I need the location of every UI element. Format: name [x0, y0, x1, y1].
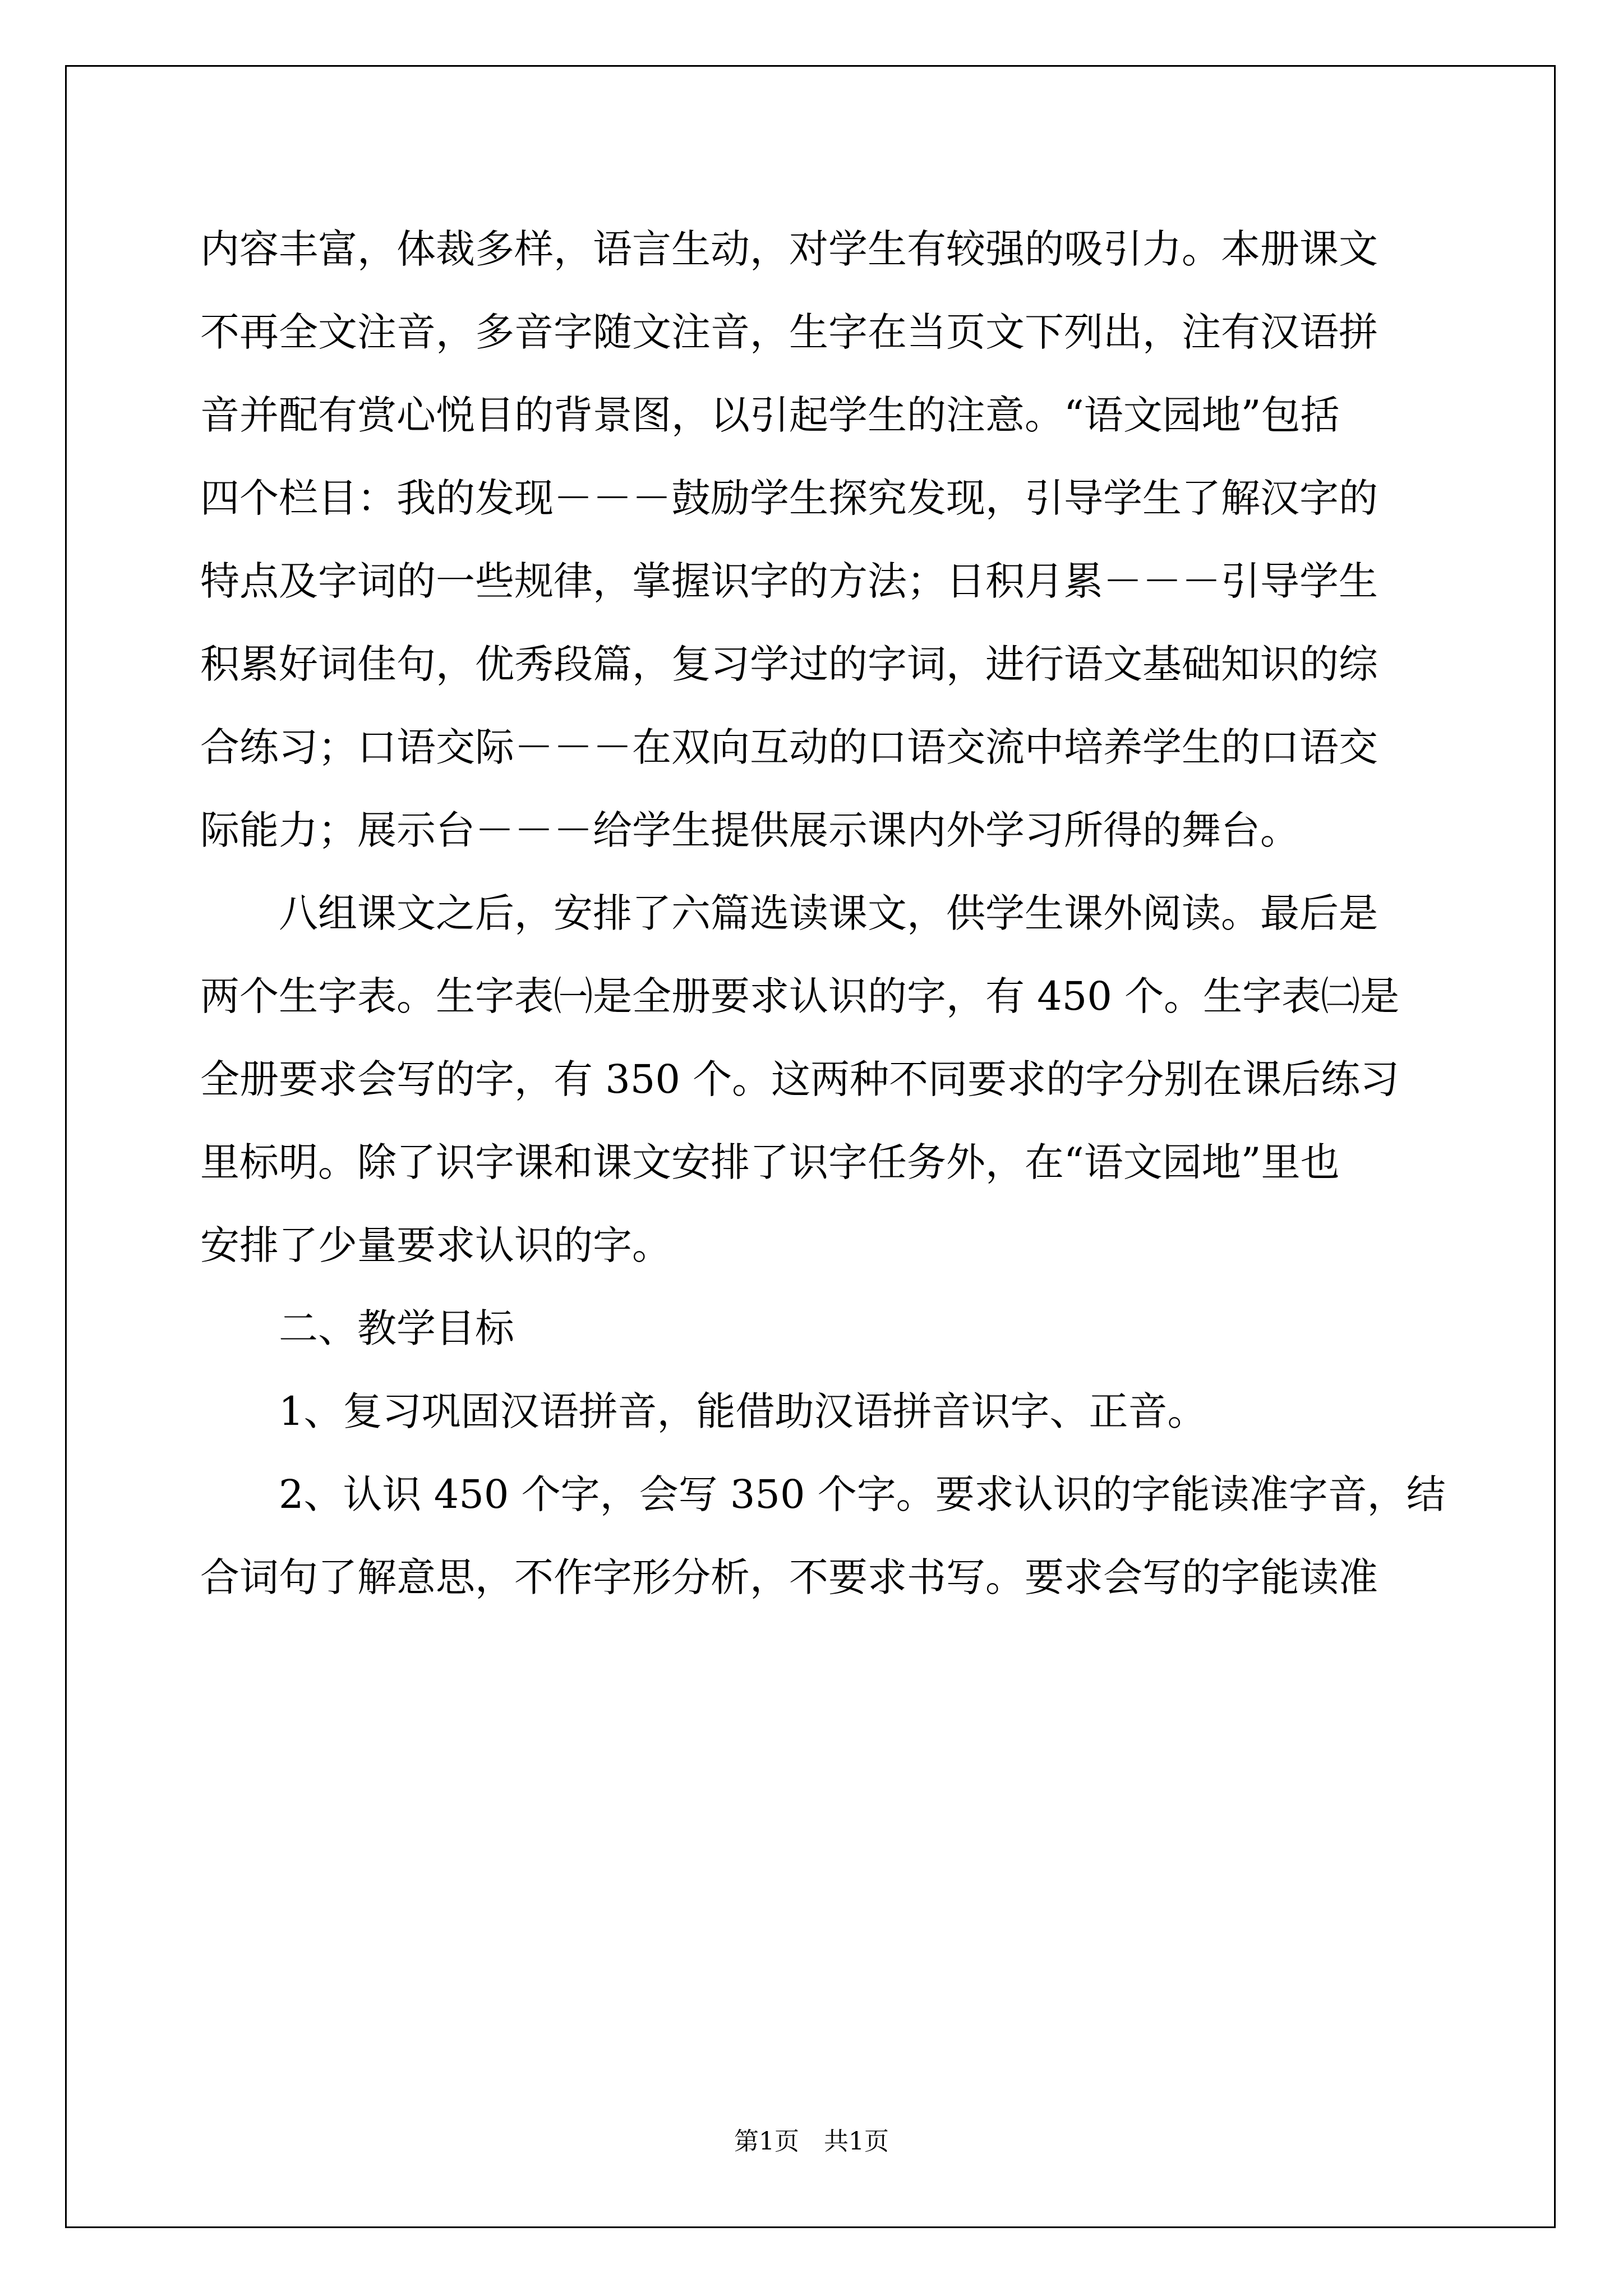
text-line: 不再全文注音，多音字随文注音，生字在当页文下列出，注有汉语拼	[200, 309, 1378, 355]
page-number-footer: 第1页 共1页	[734, 2127, 889, 2156]
text-line: 特点及字词的一些规律，掌握识字的方法；日积月累－－－引导学生	[200, 558, 1378, 604]
text-line: 合练习；口语交际－－－在双向互动的口语交流中培养学生的口语交	[200, 724, 1378, 770]
text-line: 安排了少量要求认识的字。	[200, 1222, 671, 1268]
text-line: 八组课文之后，安排了六篇选读课文，供学生课外阅读。最后是	[200, 890, 1378, 936]
text-line: 积累好词佳句，优秀段篇，复习学过的字词，进行语文基础知识的综	[200, 641, 1378, 687]
text-line: 两个生字表。生字表㈠是全册要求认识的字，有 450 个。生字表㈡是	[200, 973, 1400, 1019]
text-line: 音并配有赏心悦目的背景图，以引起学生的注意。“语文园地”包括	[200, 392, 1340, 438]
text-line: 际能力；展示台－－－给学生提供展示课内外学习所得的舞台。	[200, 807, 1299, 853]
text-line: 内容丰富，体裁多样，语言生动，对学生有较强的吸引力。本册课文	[200, 226, 1378, 272]
text-line: 合词句了解意思，不作字形分析，不要求书写。要求会写的字能读准	[200, 1554, 1378, 1600]
text-line: 1、复习巩固汉语拼音，能借助汉语拼音识字、正音。	[200, 1388, 1207, 1434]
text-line: 全册要求会写的字，有 350 个。这两种不同要求的字分别在课后练习	[200, 1056, 1400, 1102]
text-line: 四个栏目：我的发现－－－鼓励学生探究发现，引导学生了解汉字的	[200, 475, 1378, 521]
text-line: 里标明。除了识字课和课文安排了识字任务外，在“语文园地”里也	[200, 1139, 1340, 1185]
text-line: 2、认识 450 个字，会写 350 个字。要求认识的字能读准字音，结	[200, 1471, 1446, 1517]
section-heading: 二、教学目标	[200, 1305, 514, 1351]
